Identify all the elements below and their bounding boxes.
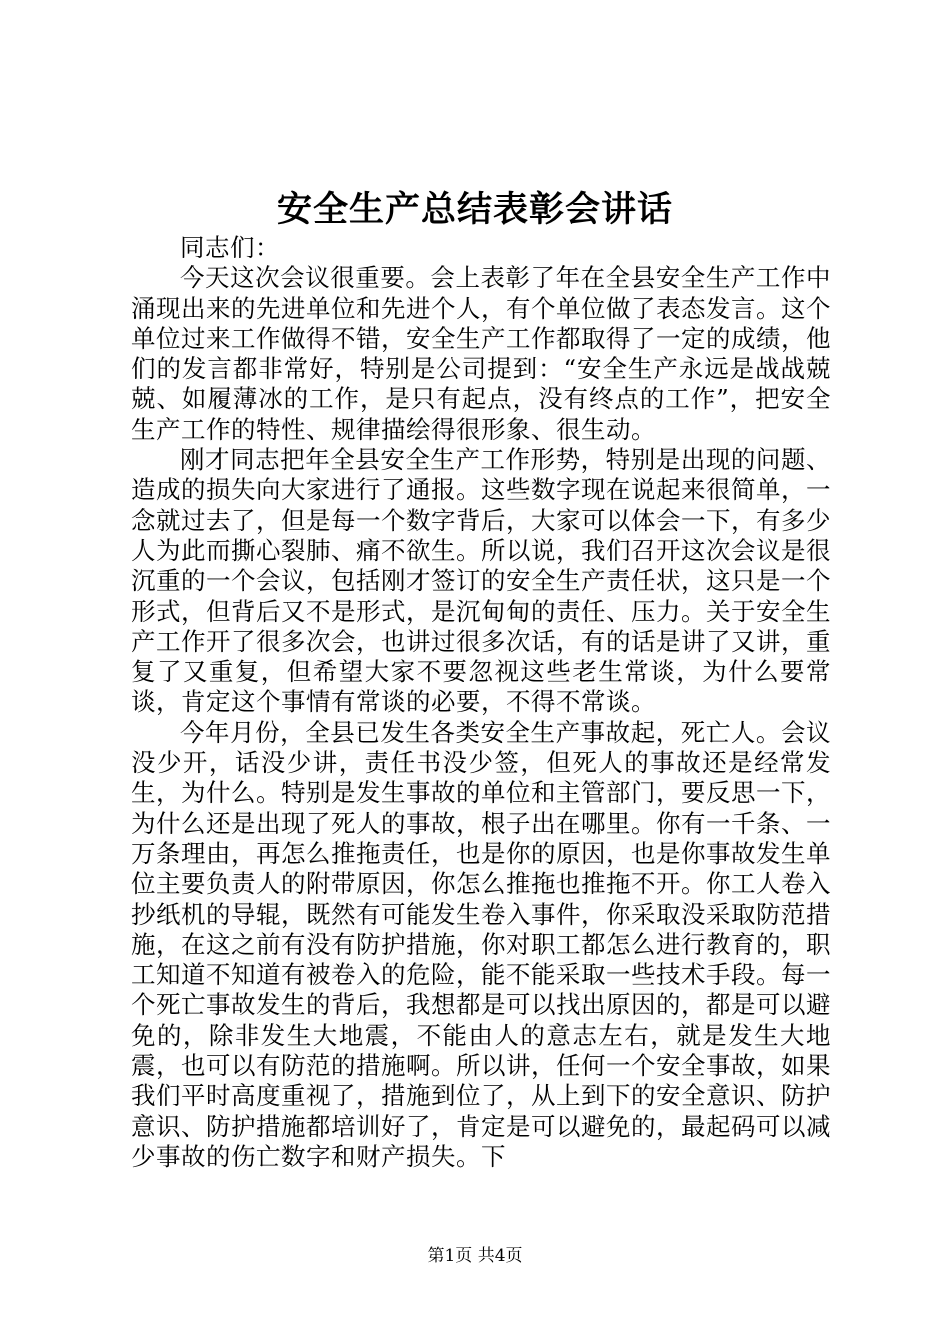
body-paragraph: 今年月份，全县已发生各类安全生产事故起，死亡人。会议没少开，话没少讲，责任书没少签，但死人的事故还是经常发生，为什么。特别是发生事故的单位和主管部门，要反思一下，为什么还是出现了死人的事故，根子出在哪里。你有一千条、一万条理由，再怎么推拖责任，也是你的原因，也是你事故发生单位主要负责人的附带原因，你怎么推拖也推拖不开。你工人卷入抄纸机的导辊，既然有可能发生卷入事件，你采取没采取防范措施，在这之前有没有防护措施，你对职工都怎么进行教育的，职工知道不知道有被卷入的危险，能不能采取一些技术手段。每一个死亡事故发生的背后，我想都是可以找出原因的，都是可以避免的，除非发生大地震，不能由人的意志左右，就是发生大地震，也可以有防范的措施啊。所以讲，任何一个安全事故，如果我们平时高度重视了，措施到位了，从上到下的安全意识、防护意识、防护措施都培训好了，肯定是可以避免的，最起码可以减少事故的伤亡数字和财产损失。下 [131,717,831,1171]
document-body [131,233,831,1172]
page-title: 安全生产总结表彰会讲话 [276,189,673,230]
body-paragraph: 刚才同志把年全县安全生产工作形势，特别是出现的问题、造成的损失向大家进行了通报。这些数字现在说起来很简单，一念就过去了，但是每一个数字背后，大家可以体会一下，有多少人为此而撕心裂肺、痛不欲生。所以说，我们召开这次会议是很沉重的一个会议，包括刚才签订的安全生产责任状，这只是一个形式，但背后又不是形式，是沉甸甸的责任、压力。关于安全生产工作开了很多次会，也讲过很多次话，有的话是讲了又讲，重复了又重复，但希望大家不要忽视这些老生常谈，为什么要常谈，肯定这个事情有常谈的必要，不得不常谈。 [131,445,831,717]
body-paragraph: 今天这次会议很重要。会上表彰了年在全县安全生产工作中涌现出来的先进单位和先进个人，有个单位做了表态发言。这个单位过来工作做得不错，安全生产工作都取得了一定的成绩，他们的发言都非常好，特别是公司提到：“安全生产永远是战战兢兢、如履薄冰的工作，是只有起点，没有终点的工作”，把安全生产工作的特性、规律描绘得很形象、很生动。 [131,263,831,444]
page-number-footer: 第1页 共4页 [427,1246,523,1266]
salutation-paragraph: 同志们： [180,233,280,262]
